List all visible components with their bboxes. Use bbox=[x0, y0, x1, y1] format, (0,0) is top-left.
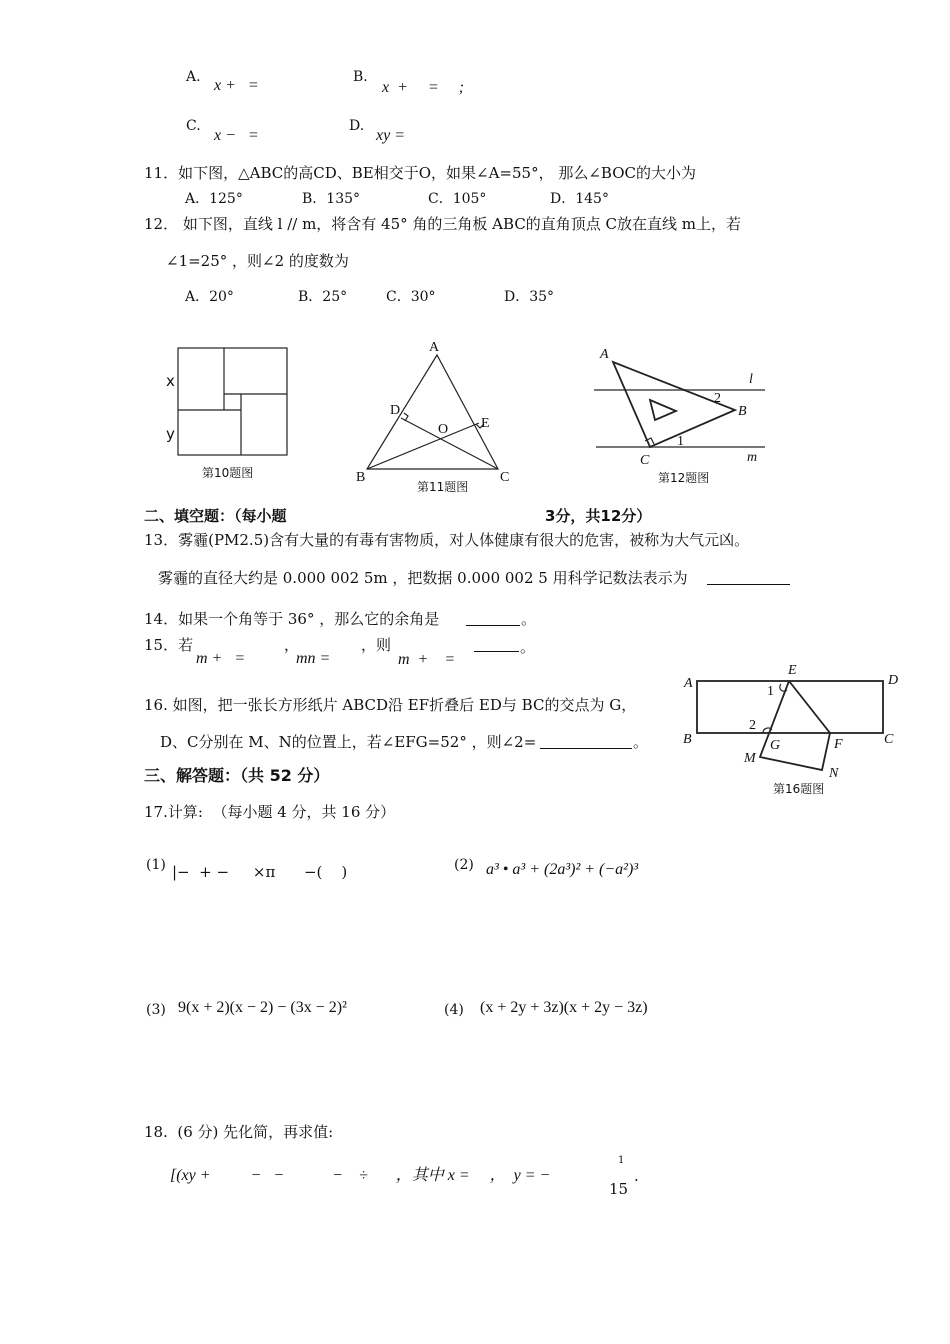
fig11-caption: 第11题图 bbox=[417, 480, 469, 494]
q12-stem-line2: ∠1=25° ，则∠2 的度数为 bbox=[166, 252, 349, 270]
fig11-label-d: D bbox=[390, 403, 401, 418]
section2-title: 二、填空题：（每小题 bbox=[144, 507, 287, 525]
fig12-label-2: 2 bbox=[714, 391, 721, 406]
fig16-label-c: C bbox=[884, 732, 894, 747]
q17-item1-expr: |− + − ×π −( ) bbox=[172, 863, 348, 881]
fig12-label-m: m bbox=[747, 450, 758, 465]
q18-title: 18. (6 分) 先化简，再求值: bbox=[144, 1123, 334, 1141]
q14-end: 。 bbox=[521, 610, 537, 628]
q15-comma1: ， bbox=[284, 636, 300, 654]
q18-frac-denominator: 15 bbox=[609, 1180, 629, 1198]
q16-line1: 16. 如图，把一张长方形纸片 ABCD沿 EF折叠后 ED与 BC的交点为 G， bbox=[144, 696, 637, 714]
q17-item4-expr: (x + 2y + 3z)(x + 2y − 3z) bbox=[480, 999, 648, 1016]
q17-title: 17.计算: （每小题 4 分，共 16 分） bbox=[144, 803, 396, 821]
q11-option-a: A．125° bbox=[185, 191, 243, 207]
figure-10 bbox=[166, 348, 287, 480]
q17-item3-expr: 9(x + 2)(x − 2) − (3x − 2)² bbox=[178, 999, 347, 1016]
fig16-label-b: B bbox=[683, 732, 692, 747]
q10-option-d-expr: xy = bbox=[376, 127, 405, 144]
fig16-label-e: E bbox=[788, 663, 797, 678]
q18-frac-numerator: 1 bbox=[618, 1155, 625, 1166]
q10-option-d-label: D. bbox=[349, 118, 365, 134]
q18-expr: [(xy + − − − ÷ ，其中 x = ， y = − bbox=[170, 1167, 551, 1184]
fig16-label-f: F bbox=[834, 737, 843, 752]
q14-text: 14．如果一个角等于 36° ，那么它的余角是 bbox=[144, 610, 440, 628]
q13-line2: 雾霾的直径大约是 0.000 002 5m ，把数据 0.000 002 5 用科学记数法表示为 bbox=[158, 569, 688, 587]
fig16-caption: 第16题图 bbox=[773, 782, 825, 796]
q16-answer-blank[interactable] bbox=[540, 734, 632, 749]
figure-11 bbox=[356, 340, 509, 494]
q15-expr3: m + = bbox=[398, 651, 456, 668]
fig11-label-e: E bbox=[481, 416, 490, 431]
q10-option-a-label: A. bbox=[186, 69, 201, 85]
q15-expr2: mn = bbox=[296, 650, 331, 667]
fig10-y-label: y bbox=[166, 425, 175, 443]
q16-end: 。 bbox=[633, 733, 649, 751]
q12-option-b: B．25° bbox=[298, 289, 348, 305]
q18-end: . bbox=[634, 1167, 639, 1185]
q17-item2-expr: a³ • a³ + (2a³)² + (−a²)³ bbox=[486, 861, 639, 878]
q14-answer-blank[interactable] bbox=[466, 611, 520, 626]
q17-item3-number: (3) bbox=[146, 1002, 166, 1018]
fig16-label-2: 2 bbox=[749, 718, 756, 733]
q12-option-c: C．30° bbox=[386, 289, 436, 305]
q15-expr1: m + = bbox=[196, 650, 246, 667]
q17-item2-number: (2) bbox=[454, 857, 474, 873]
q10-option-a-expr: x + = bbox=[214, 77, 259, 94]
fig12-label-1: 1 bbox=[677, 434, 684, 449]
fig12-label-l: l bbox=[749, 372, 753, 387]
q10-option-b-label: B. bbox=[353, 69, 368, 85]
section3-title: 三、解答题：（共 52 分） bbox=[144, 766, 330, 785]
fig11-label-b: B bbox=[356, 470, 366, 485]
q11-stem: 11．如下图，△ABC的高CD、BE相交于O，如果∠A=55°， 那么∠BOC的大小为 bbox=[144, 164, 696, 182]
q15-end: 。 bbox=[520, 638, 536, 656]
q13-line1: 13．雾霾(PM2.5)含有大量的有毒有害物质，对人体健康有很大的危害，被称为大气元凶。 bbox=[144, 531, 750, 549]
q11-option-d: D．145° bbox=[550, 191, 609, 207]
section2-score: 3分，共12分） bbox=[545, 507, 652, 525]
fig16-label-g: G bbox=[770, 738, 781, 753]
q17-item4-number: (4) bbox=[444, 1002, 464, 1018]
fig11-label-o: O bbox=[438, 422, 449, 437]
fig12-caption: 第12题图 bbox=[658, 471, 710, 485]
fig16-label-d: D bbox=[888, 673, 899, 688]
fig11-label-a: A bbox=[429, 340, 440, 355]
q15-answer-blank[interactable] bbox=[474, 637, 519, 652]
q12-option-a: A．20° bbox=[185, 289, 234, 305]
fig12-label-a: A bbox=[600, 347, 609, 362]
q16-line2: D、C分别在 M、N的位置上，若∠EFG=52° ，则∠2= bbox=[160, 733, 537, 751]
q15-comma2: ，则 bbox=[361, 636, 392, 654]
figure-12 bbox=[594, 347, 765, 485]
fig10-caption: 第10题图 bbox=[202, 466, 254, 480]
fig16-label-n: N bbox=[829, 766, 839, 781]
fig10-x-label: x bbox=[166, 372, 175, 390]
fig11-label-c: C bbox=[500, 470, 510, 485]
q10-option-c-label: C. bbox=[186, 118, 201, 134]
fig12-label-b: B bbox=[738, 404, 747, 419]
q13-answer-blank[interactable] bbox=[707, 570, 790, 585]
q12-stem-line1: 12． 如下图，直线 l // m，将含有 45° 角的三角板 ABC的直角顶点 C放在直线 m上，若 bbox=[144, 215, 742, 233]
fig12-label-c: C bbox=[640, 453, 650, 468]
figure-16 bbox=[683, 663, 898, 796]
fig16-label-m: M bbox=[744, 751, 756, 766]
q15-prefix: 15．若 bbox=[144, 636, 194, 654]
q10-option-b-expr: x + = ; bbox=[382, 79, 465, 96]
q11-option-b: B．135° bbox=[302, 191, 361, 207]
q12-option-d: D．35° bbox=[504, 289, 555, 305]
q10-option-c-expr: x − = bbox=[214, 127, 259, 144]
q11-option-c: C．105° bbox=[428, 191, 487, 207]
fig16-label-a: A bbox=[684, 676, 693, 691]
fig16-label-1: 1 bbox=[767, 684, 774, 699]
q17-item1-number: (1) bbox=[146, 857, 166, 873]
